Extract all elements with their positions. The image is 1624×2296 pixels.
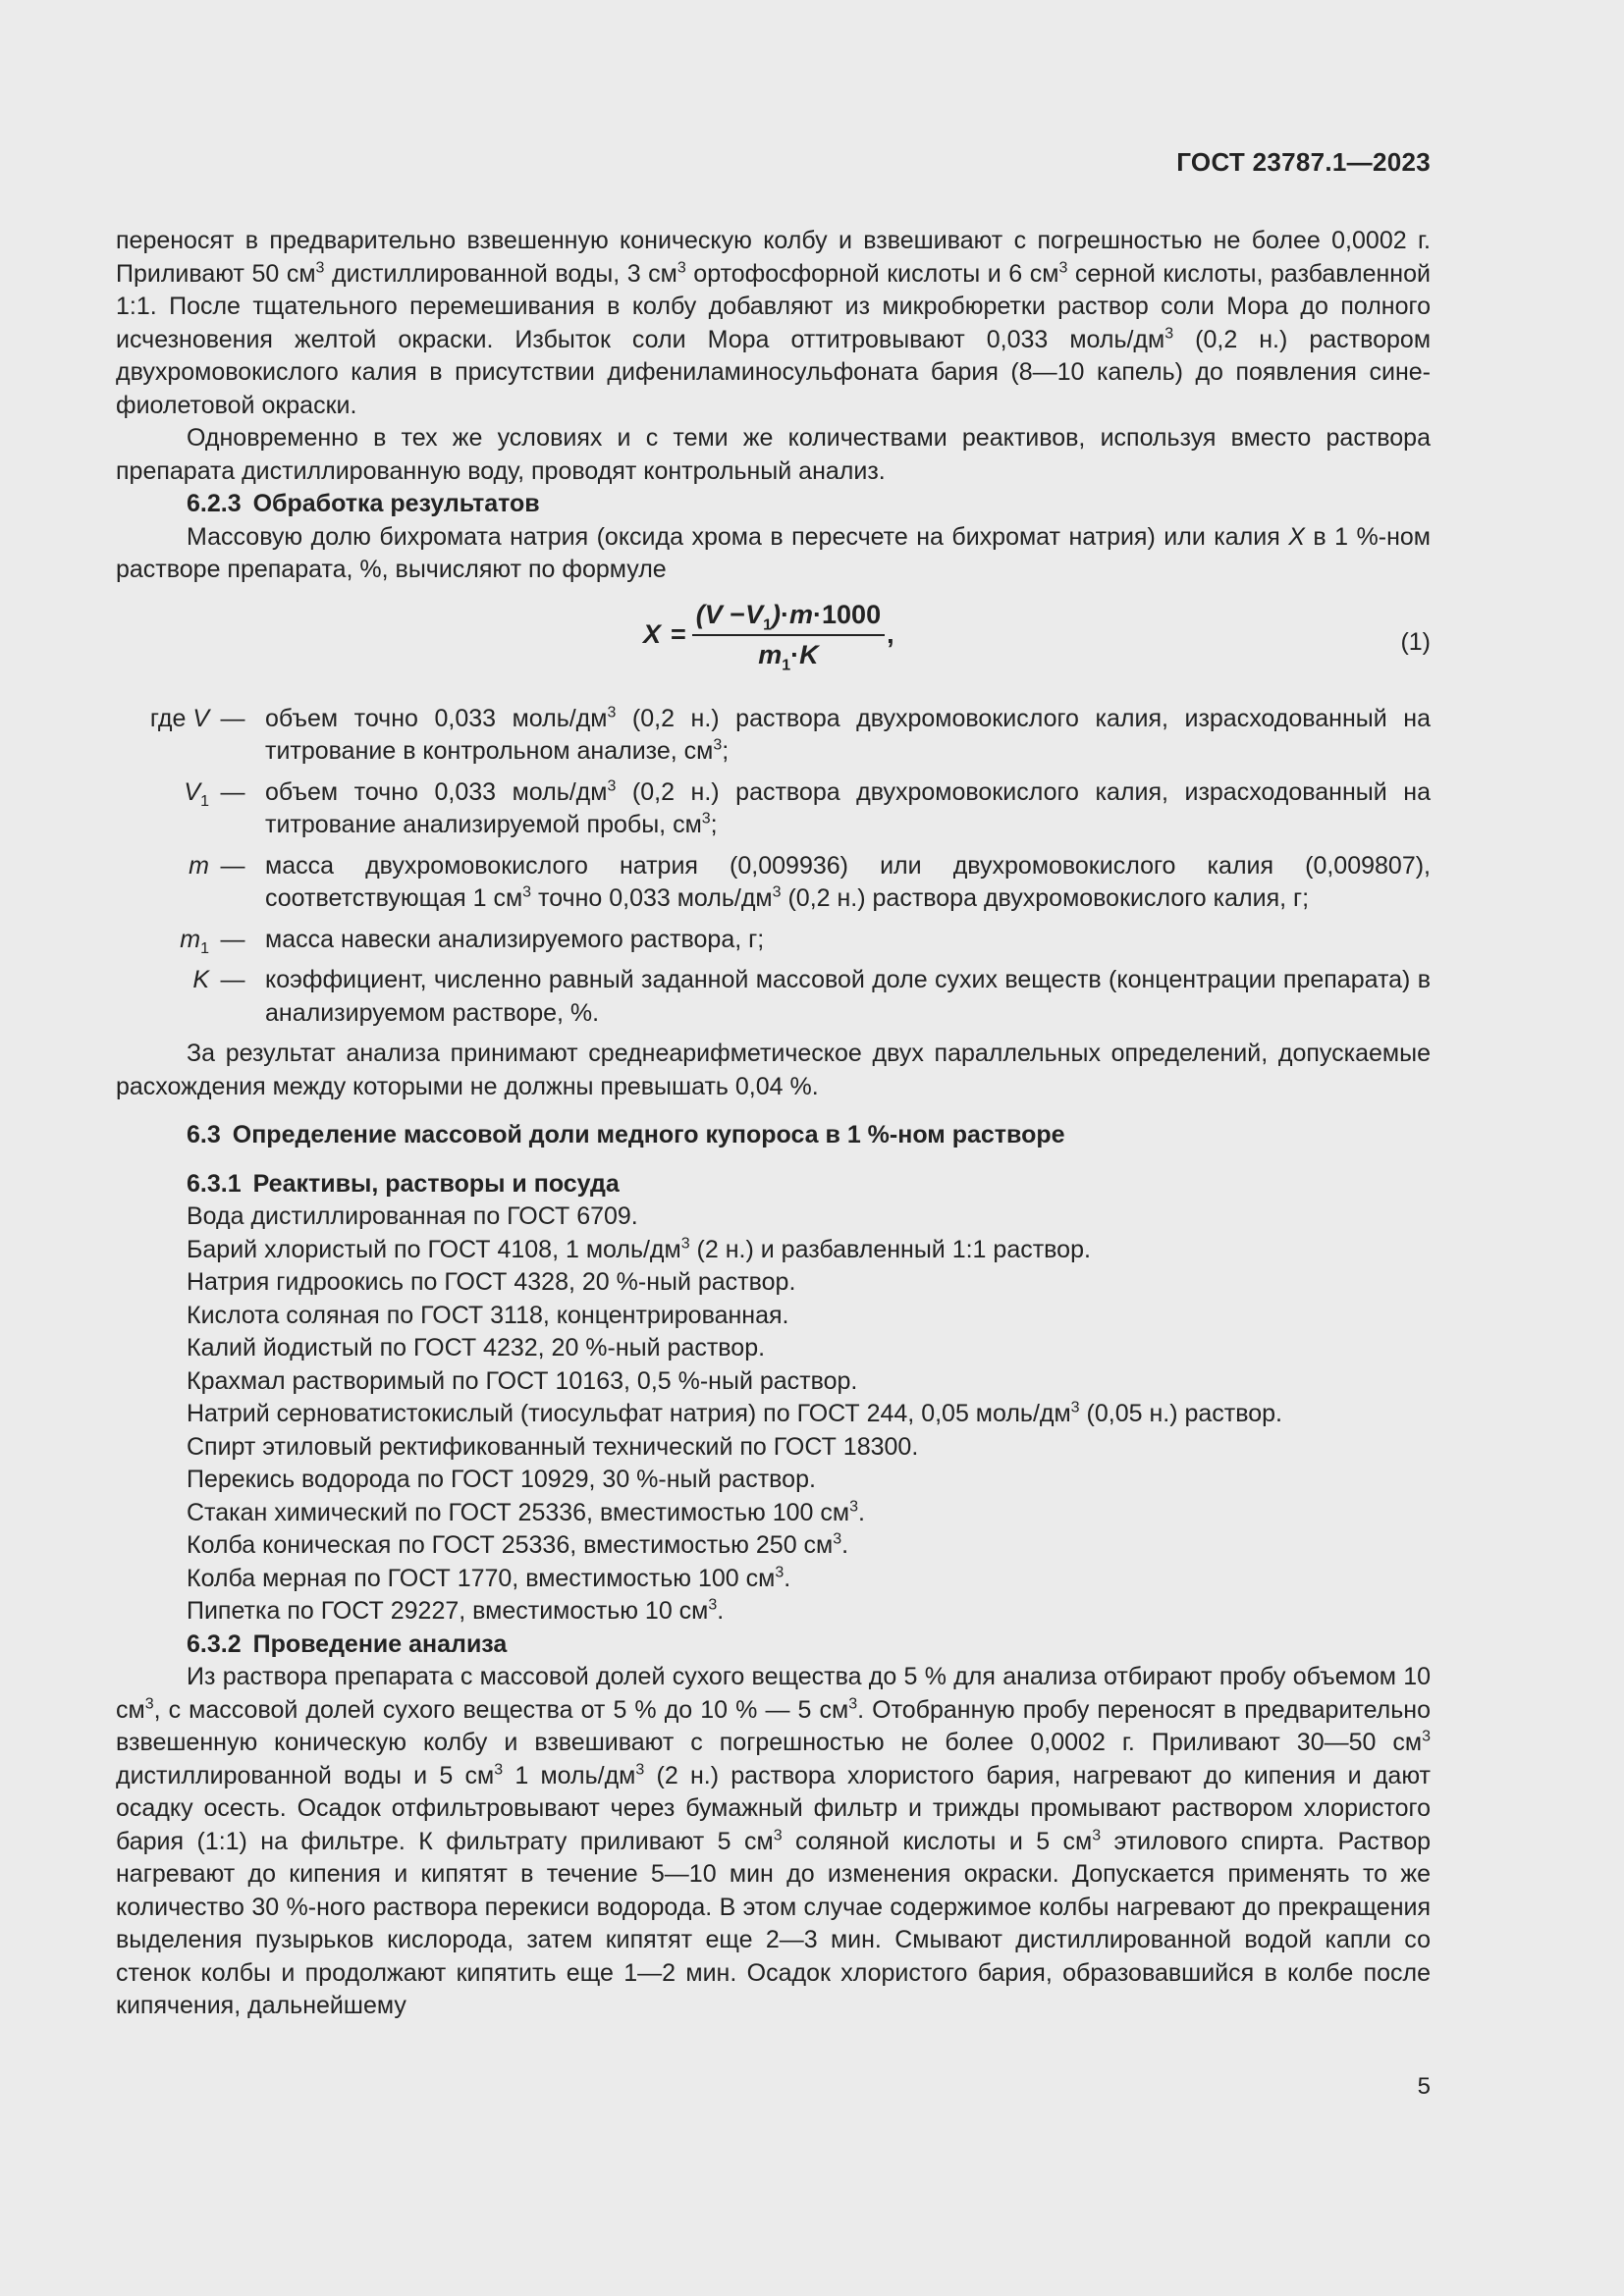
list-item: Натрий серноватистокислый (тиосульфат натрия) по ГОСТ 244, 0,05 моль/$дм^3$ (0,05 н.) раствор. <box>187 1399 1282 1427</box>
list-item: Натрия гидроокись по ГОСТ 4328, 20 %-ный раствор. <box>187 1268 796 1296</box>
paragraph-formula-intro: Массовую долю бихромата натрия (оксида хрома в пересчете на бихромат натрия) или калия X в 1 %-ном растворе препарата, %, вычисляют по формуле <box>116 522 1431 583</box>
definition-item: K — коэффициент, численно равный заданной массовой доле сухих веществ (концентрации препарата) в анализируемом растворе, %. <box>192 966 1431 1027</box>
list-item: Перекись водорода по ГОСТ 10929, 30 %-ный раствор. <box>187 1466 816 1493</box>
definition-item: $V_1$ — объем точно 0,033 моль/$дм^3$ (0,2 н.) раствора двухромовокислого калия, израсходованный на титрование анализируемой пробы, $см^3$; <box>184 777 1431 838</box>
formula-expression: X = $\frac{(V -V_1)\cdot m\cdot 1000}{m_1\cdot K}$ , <box>643 599 894 674</box>
formula-numerator: $(V -V_1)\cdot m\cdot 1000$ <box>692 599 885 637</box>
list-item: Колба мерная по ГОСТ 1770, вместимостью 100 $см^3$. <box>187 1564 791 1592</box>
list-item: Пипетка по ГОСТ 29227, вместимостью 10 $см^3$. <box>187 1596 725 1625</box>
list-item: Кислота соляная по ГОСТ 3118, концентрированная. <box>187 1301 789 1329</box>
formula-1 <box>116 597 1431 687</box>
reagents-list <box>116 1201 1431 1629</box>
list-item: Крахмал растворимый по ГОСТ 10163, 0,5 %-ный раствор. <box>187 1366 858 1395</box>
section-heading-6-3-2: 6.3.2 Проведение анализа <box>187 1629 508 1658</box>
formula-denominator: $m_1\cdot K$ <box>758 640 819 674</box>
paragraph-analysis-procedure: Из раствора препарата с массовой долей сухого вещества до 5 % для анализа отбирают пробу объемом 10 $см^3$, с массовой долей сухого вещества от 5 % до 10 % — 5 $см^3$. Отобранную пробу переносят в предварительно взвешенную коническую колбу и взвешивают с погрешностью не более 0,0002 г. Приливают 30—50 $см^3$ дистиллированной воды и 5 $см^3$ 1 моль/$дм^3$ (2 н.) раствора хлористого бария, нагревают до кипения и дают осадку осесть. Осадок отфильтровывают через бумажный фильтр и трижды промывают раствором хлористого бария (1:1) на фильтре. К фильтрату приливают 5 $см^3$ соляной кислоты и 5 $см^3$ этилового спирта. Раствор нагревают до кипения и кипятят в течение 5—10 мин до изменения окраски. Допускается применять то же количество 30 %-ного раствора перекиси водорода. В этом случае содержимое колбы нагревают до прекращения выделения пузырьков кислорода, затем кипятят еще 2—3 мин. Смывают дистиллированной водой капли со стенок колбы и продолжают кипятить еще 1—2 мин. Осадок хлористого бария, образовавшийся в колбе после кипячения, дальнейшему <box>116 1663 1432 2019</box>
paragraph-continuation: переносят в предварительно взвешенную коническую колбу и взвешивают с погрешностью не более 0,0002 г. Приливают 50 $см^3$ дистиллированной воды, 3 $см^3$ ортофосфорной кислоты и 6 $см^3$ серной кислоты, разбавленной 1:1. После тщательного перемешивания в колбу добавляют из микробюретки раствор соли Мора до полного исчезновения желтой окраски. Избыток соли Мора оттитровывают 0,033 моль/$дм^3$ (0,2 н.) раствором двухромовокислого калия в присутствии дифениламиносульфоната бария (8—10 капель) до появления сине-фиолетовой окраски. <box>116 227 1432 419</box>
paragraph-result: За результат анализа принимают среднеарифметическое двух параллельных определений, допускаемые расхождения между которыми не должны превышать 0,04 %. <box>116 1040 1431 1100</box>
list-item: Вода дистиллированная по ГОСТ 6709. <box>187 1202 638 1230</box>
paragraph-control-analysis: Одновременно в тех же условиях и с теми же количествами реактивов, используя вместо раствора препарата дистиллированную воду, проводят контрольный анализ. <box>116 424 1431 485</box>
page-body <box>116 225 1431 2023</box>
list-item: Колба коническая по ГОСТ 25336, вместимостью 250 $см^3$. <box>187 1530 849 1559</box>
section-heading-6-3: 6.3 Определение массовой доли медного купороса в 1 %-ном растворе <box>187 1121 1065 1148</box>
list-item: Калий йодистый по ГОСТ 4232, 20 %-ный раствор. <box>187 1334 766 1362</box>
definition-item: где V — объем точно 0,033 моль/$дм^3$ (0,2 н.) раствора двухромовокислого калия, израсходованный на титрование в контрольном анализе, $см^3$; <box>149 704 1431 765</box>
list-item: Спирт этиловый ректификованный технический по ГОСТ 18300. <box>187 1432 919 1461</box>
formula-number: (1) <box>1400 627 1431 656</box>
section-heading-6-3-1: 6.3.1 Реактивы, растворы и посуда <box>187 1169 620 1198</box>
document-code: ГОСТ 23787.1—2023 <box>1176 147 1431 177</box>
definition-item: $m_1$ — масса навески анализируемого раствора, г; <box>180 925 765 957</box>
formula-definitions <box>116 703 1431 1031</box>
list-item: Стакан химический по ГОСТ 25336, вместимостью 100 $см^3$. <box>187 1498 865 1526</box>
definition-item: m — масса двухромовокислого натрия (0,009936) или двухромовокислого калия (0,009807), соответствующая 1 $см^3$ точно 0,033 моль/$дм^3$ (0,2 н.) раствора двухромовокислого калия, г; <box>189 851 1431 912</box>
page-number: 5 <box>1417 2073 1431 2100</box>
section-heading-6-2-3: 6.2.3 Обработка результатов <box>187 490 540 517</box>
list-item: Барий хлористый по ГОСТ 4108, 1 моль/$дм^3$ (2 н.) и разбавленный 1:1 раствор. <box>187 1235 1091 1263</box>
